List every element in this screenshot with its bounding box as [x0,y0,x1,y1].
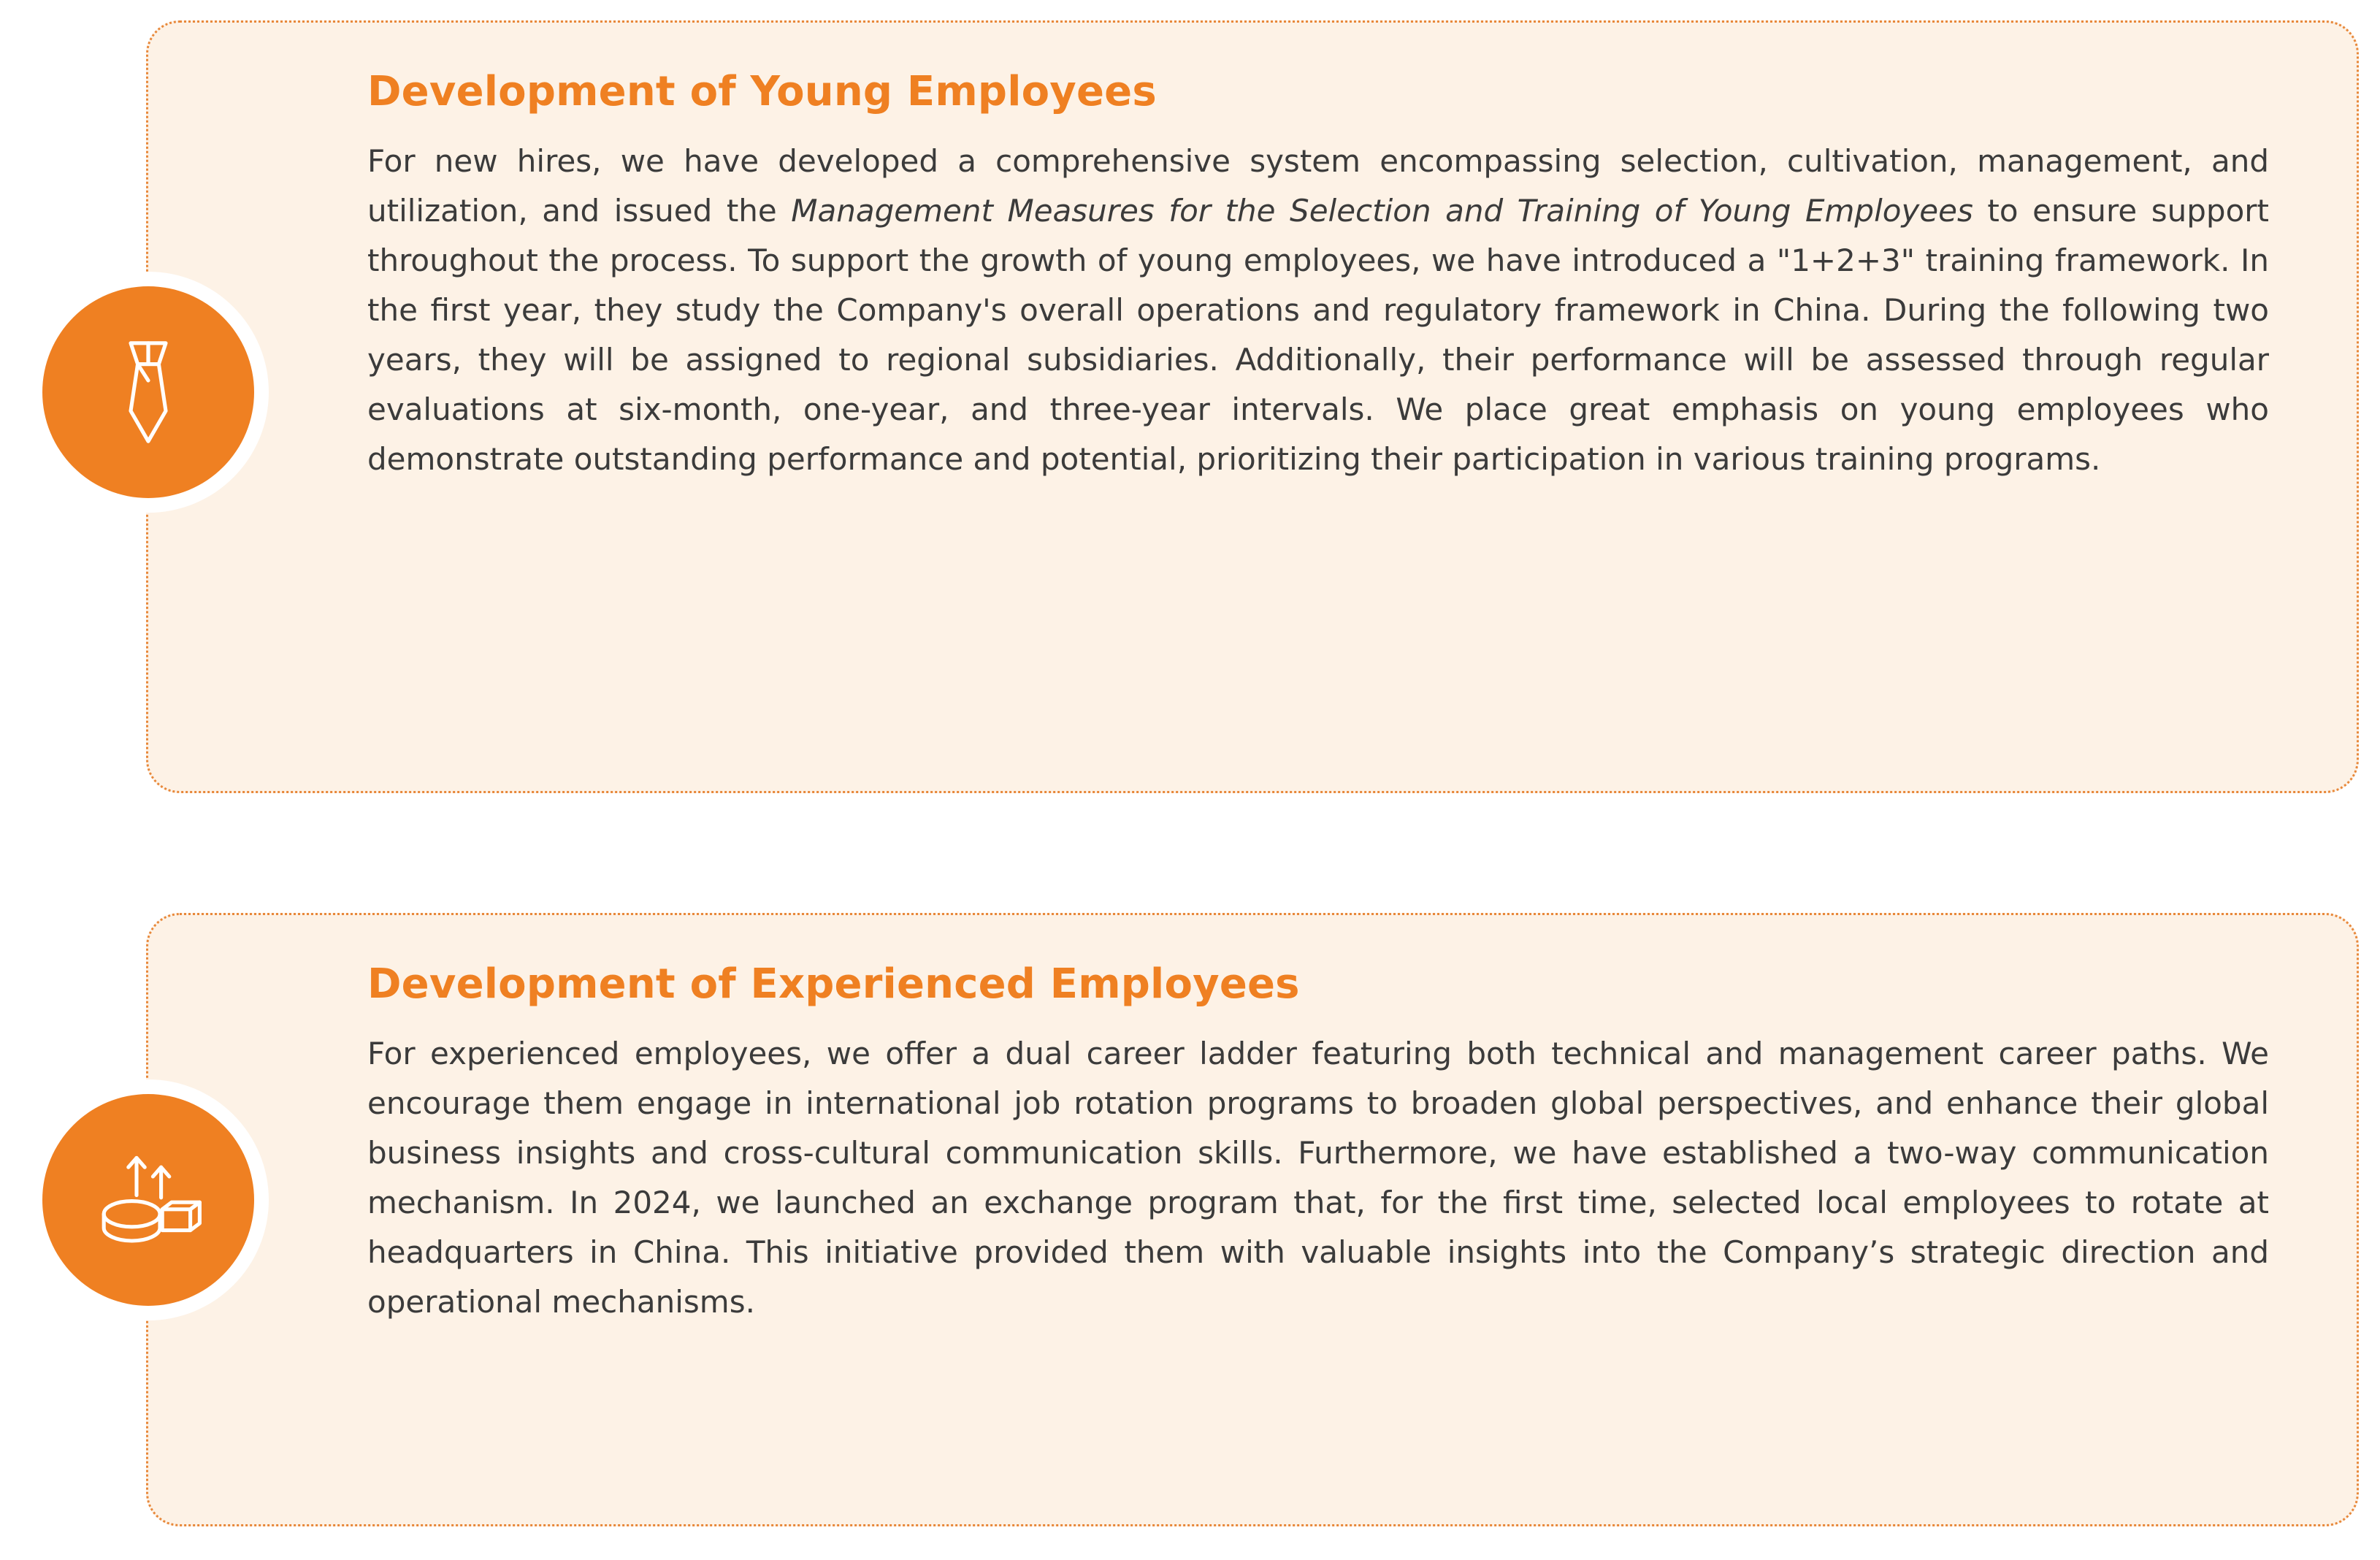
card-title-experienced: Development of Experienced Employees [367,960,1300,1008]
growth-chart-icon [42,1094,254,1306]
card-body-experienced: For experienced employees, we offer a dual career ladder featuring both technical and management career paths. We encourage them engage in international job rotation programs to broaden global perspectives, and enhance their global business insights and cross-cultural communication skills. Furthermore, we have established a two-way communication mechanism. In 2024, we launched an exchange program that, for the first time, selected local employees to rotate at headquarters in China. This initiative provided them with valuable insights into the Company’s strategic direction and operational mechanisms. [367,1035,2269,1320]
body-text-italic-title: Management Measures for the Selection and Training of Young Employees [791,192,1973,229]
card-title-young: Development of Young Employees [367,68,1157,115]
necktie-icon [42,286,254,498]
body-text-part2: to ensure support throughout the process. To support the growth of young employees, we have introduced a "1+2+3" training framework. In the first year, they study the Company's overall operations and regulatory framework in China. During the following two years, they will be assigned to regional subsidiaries. Additionally, their performance will be assessed through regular evaluations at six-month, one-year, and three-year intervals. We place great emphasis on young employees who demonstrate outstanding performance and potential, prioritizing their participation in various training programs. [367,192,2270,477]
card-body-young [367,137,2269,484]
card-young-employees [146,20,2359,793]
body-text-part1: For new hires, we have developed a comprehensive system encompassing selection, cultivation, management, and utilization, and issued the [367,142,2269,229]
icon-badge-experienced [28,1079,269,1320]
icon-badge-young [28,272,269,513]
card-experienced-employees [146,913,2359,1526]
